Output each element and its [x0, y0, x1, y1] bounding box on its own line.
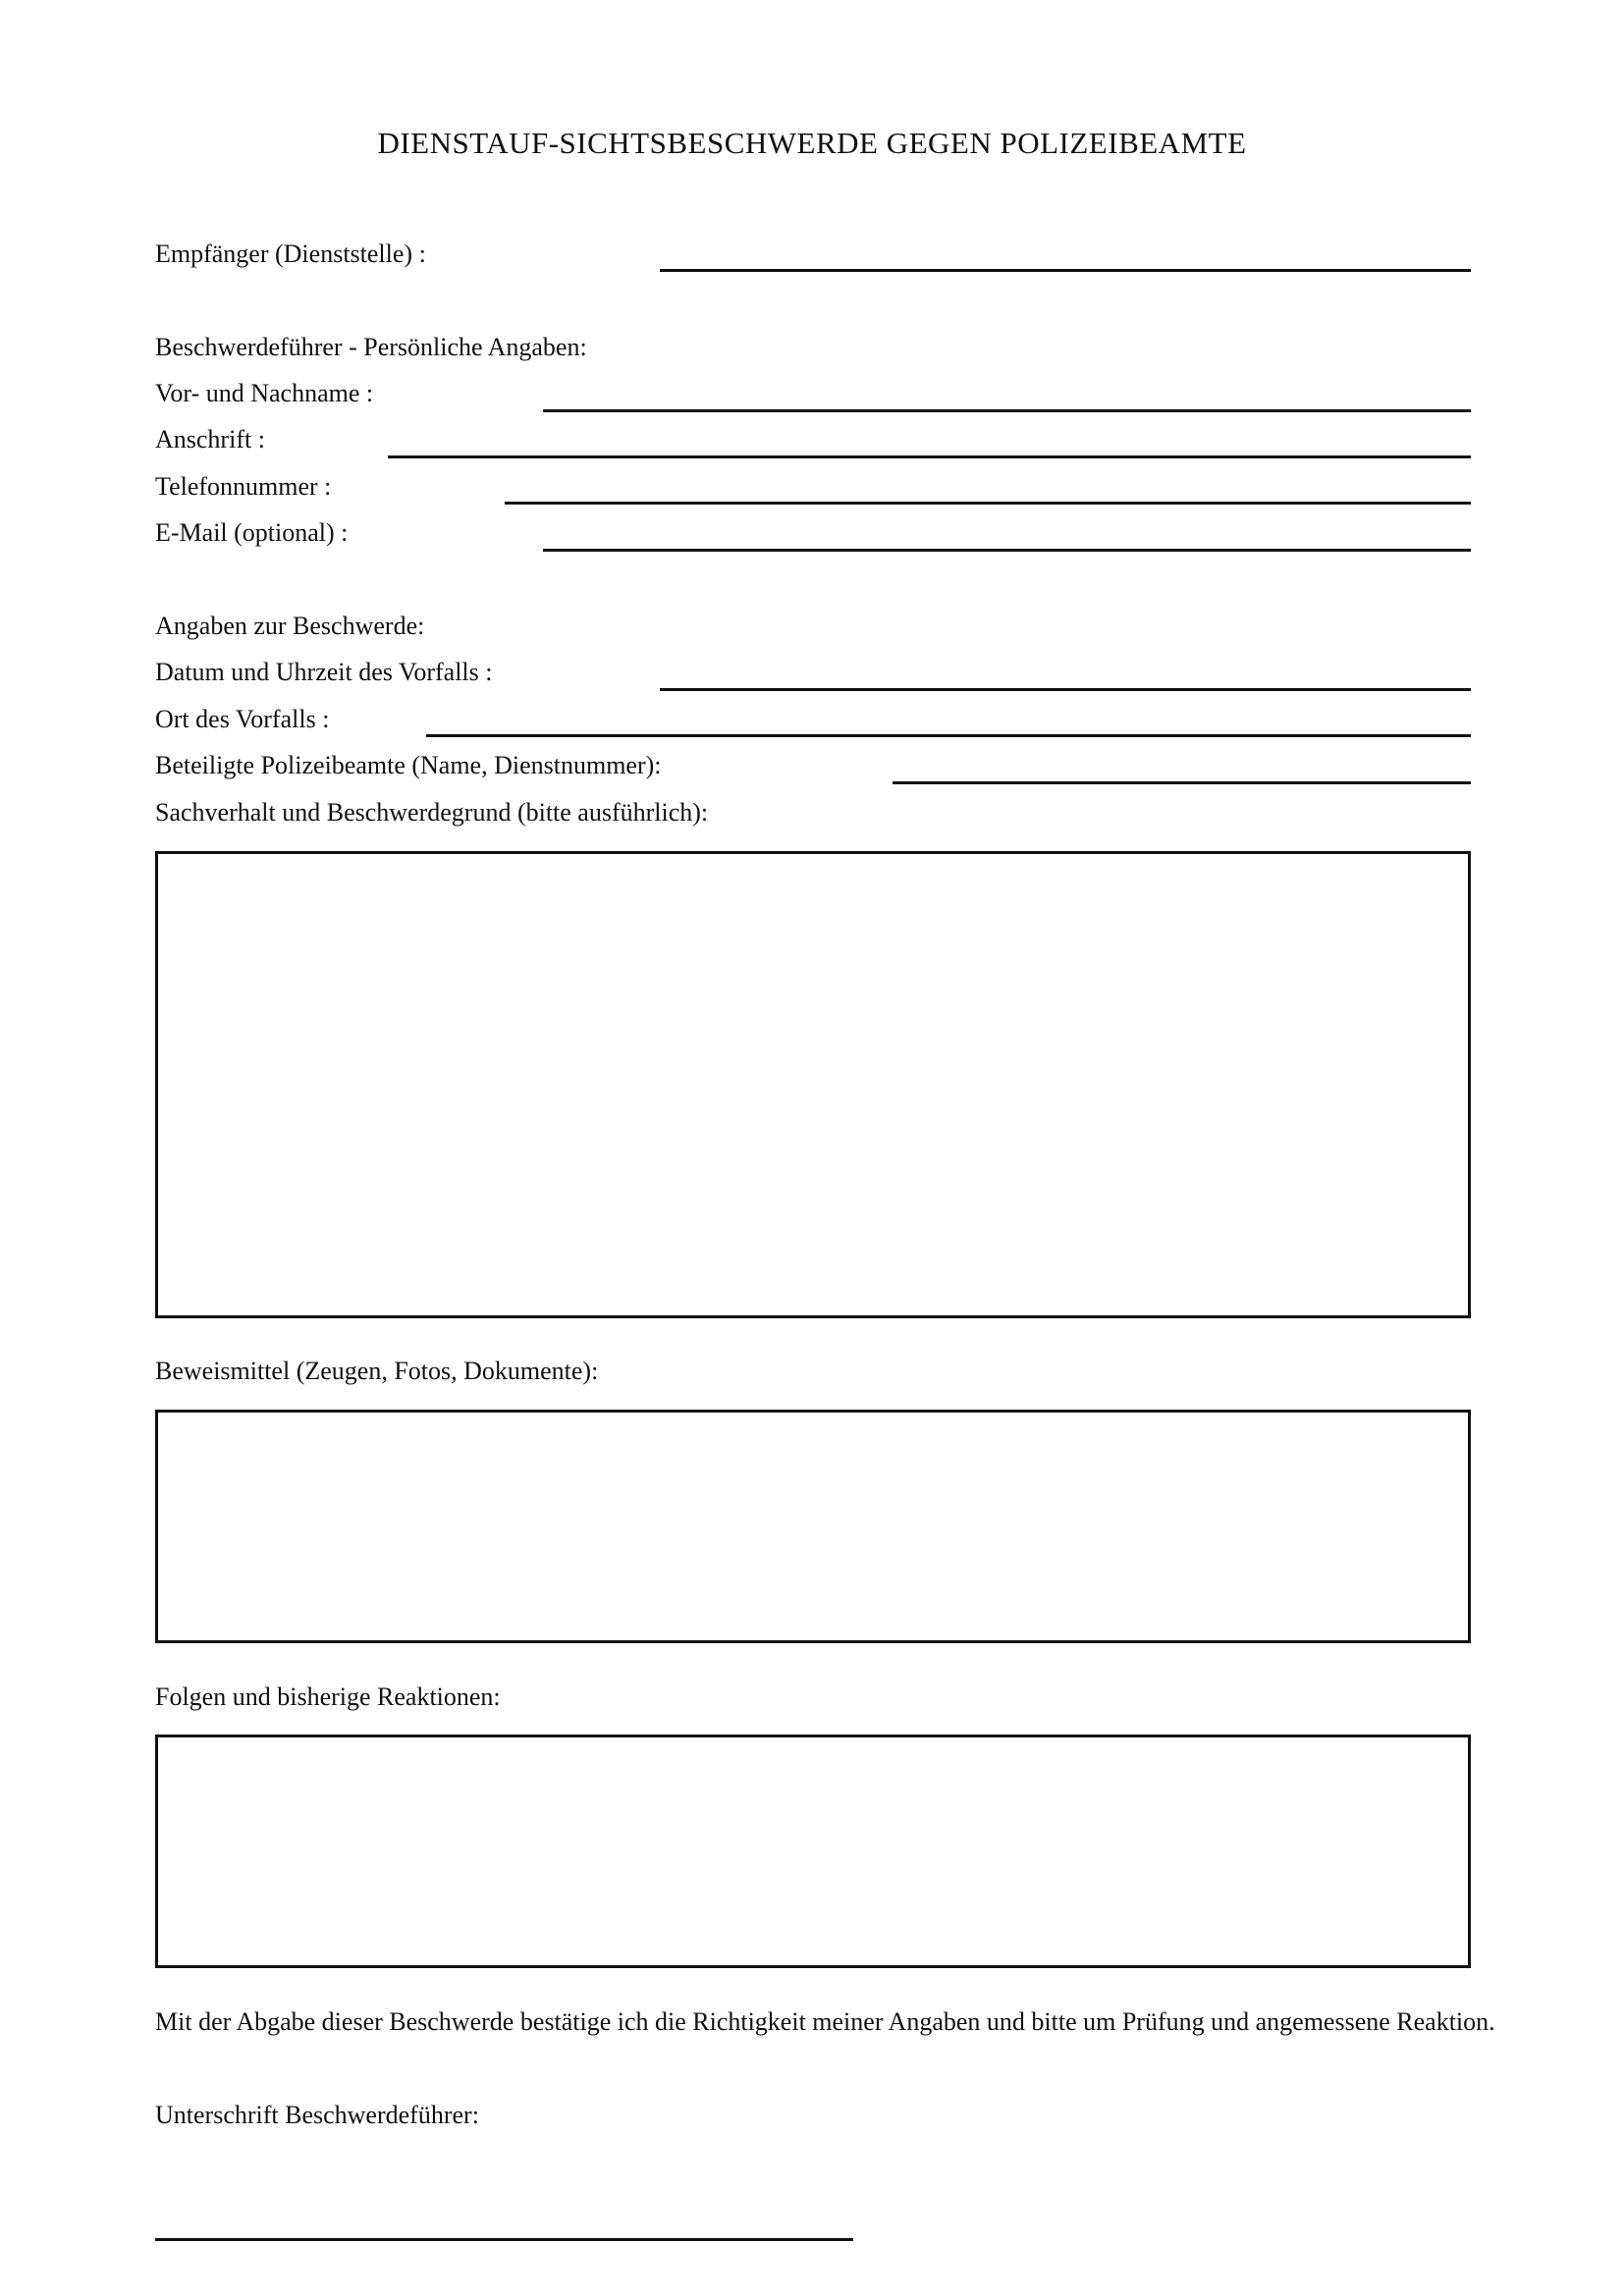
phone-label: Telefonnummer :	[155, 472, 332, 501]
signature-field[interactable]	[155, 2238, 853, 2241]
name-label: Vor- und Nachname :	[155, 379, 374, 407]
datetime-label: Datum und Uhrzeit des Vorfalls :	[155, 658, 493, 686]
address-field[interactable]	[388, 455, 1471, 458]
email-field[interactable]	[543, 549, 1471, 552]
evidence-label: Beweismittel (Zeugen, Fotos, Dokumente):	[155, 1357, 599, 1385]
recipient-label: Empfänger (Dienststelle) :	[155, 240, 426, 268]
facts-textarea[interactable]	[155, 851, 1471, 1318]
location-field[interactable]	[426, 734, 1471, 737]
datetime-field[interactable]	[660, 688, 1471, 691]
complaint-section-heading: Angaben zur Beschwerde:	[155, 612, 425, 640]
facts-label: Sachverhalt und Beschwerdegrund (bitte ausführlich):	[155, 798, 709, 827]
address-label: Anschrift :	[155, 425, 265, 454]
officers-label: Beteiligte Polizeibeamte (Name, Dienstnummer):	[155, 751, 662, 779]
form-title: DIENSTAUF-SICHTSBESCHWERDE GEGEN POLIZEIBEAMTE	[377, 126, 1247, 160]
officers-field[interactable]	[893, 781, 1471, 784]
location-label: Ort des Vorfalls :	[155, 705, 330, 733]
email-label: E-Mail (optional) :	[155, 518, 349, 547]
phone-field[interactable]	[505, 502, 1471, 505]
consequences-textarea[interactable]	[155, 1735, 1471, 1968]
evidence-textarea[interactable]	[155, 1410, 1471, 1643]
consequences-label: Folgen und bisherige Reaktionen:	[155, 1682, 501, 1711]
confirmation-text: Mit der Abgabe dieser Beschwerde bestätige ich die Richtigkeit meiner Angaben und bitte um Prüfung und angemessene Reaktion.	[155, 2007, 1495, 2036]
signature-label: Unterschrift Beschwerdeführer:	[155, 2101, 479, 2129]
name-field[interactable]	[543, 409, 1471, 412]
personal-section-heading: Beschwerdeführer - Persönliche Angaben:	[155, 333, 587, 361]
recipient-field[interactable]	[660, 269, 1471, 272]
